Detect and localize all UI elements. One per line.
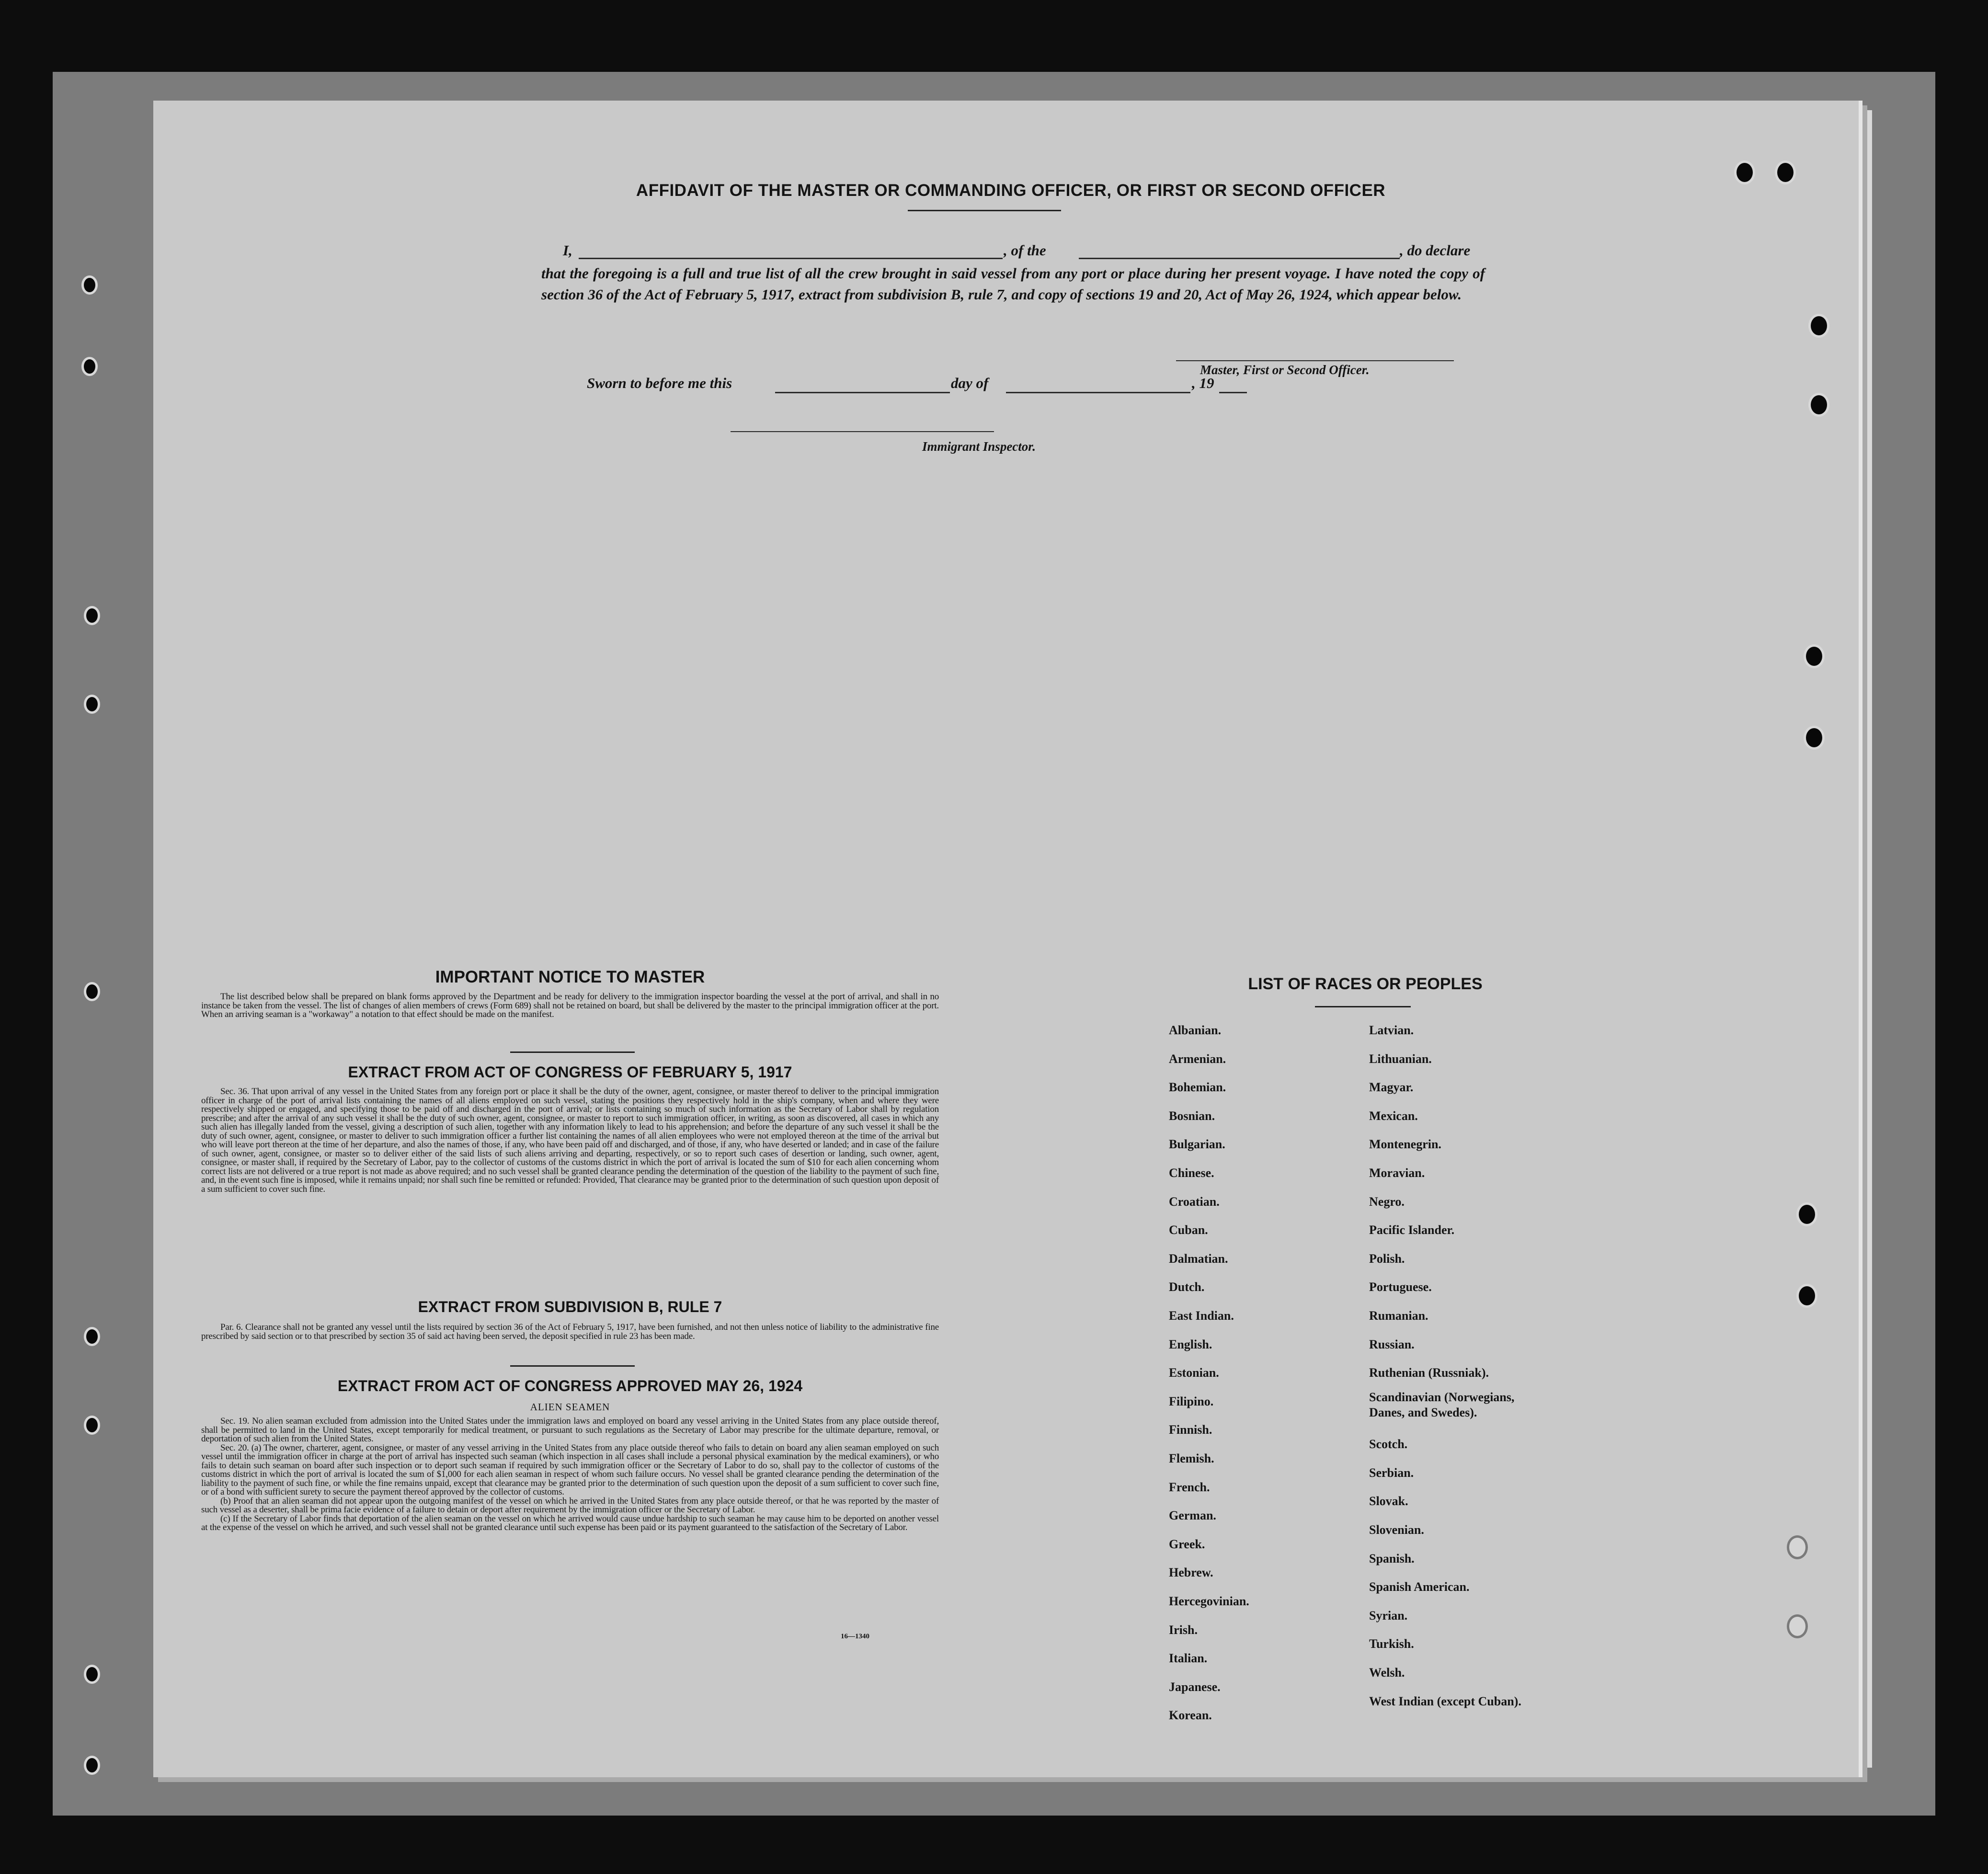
punch-hole [84,606,100,625]
page-edge [1863,110,1872,1768]
race-item: Latvian. [1369,1023,1414,1037]
punch-hole [1796,1284,1817,1308]
inspector-signature-line[interactable] [731,431,994,432]
punch-hole [1775,160,1796,184]
race-item: Slovak. [1369,1494,1408,1508]
race-item: Chinese. [1169,1166,1214,1180]
punch-hole [1808,393,1829,417]
race-item: Pacific Islander. [1369,1223,1455,1237]
notice-paragraph: The list described below shall be prepared on blank forms approved by the Department and be ready for delivery to the immigration inspector boarding the vessel at the port of arrival, and shall in no instance be taken from the vessel. The list of changes of alien members of crews (Form 689) shall not be retained on board, but shall be delivered by the master to the principal immigration officer at the port. When an arriving seaman is a "workaway" a notation to that effect should be made on the manifest. [201,992,939,1019]
race-item: German. [1169,1508,1216,1523]
race-item: East Indian. [1169,1309,1234,1323]
punch-hole [1787,1535,1808,1559]
form-number: 16—1340 [841,1633,869,1640]
sec-20a-paragraph: Sec. 20. (a) The owner, charterer, agent, consignee, or master of any vessel arriving in the United States from any place outside thereof who fails to detain on board any alien seaman employed on such vessel until the immigration officer in charge at the port of arrival has inspected such seaman (which inspection in all cases shall include a personal physical examination by the medical examiners), or who fails to detain such seaman on board after such inspection or to deport such seaman if required by such immigration officer or the Secretary of Labor to do so, shall pay to the collector of customs of the customs district in which the port of arrival is located the sum of $1,000 for each alien seaman in respect of whom such failure occurs. No vessel shall be granted clearance pending the determination of the liability to the payment of such fine, or while the fine remains unpaid, except that clearance may be granted prior to the determination of such question upon the deposit of a sum sufficient to cover such fine, or of a bond with sufficient surety to secure the payment thereof approved by the collector of customs. [201,1442,939,1497]
race-item: Estonian. [1169,1366,1219,1380]
punch-hole [84,1416,100,1435]
sworn-prefix: Sworn to before me this [587,375,732,391]
inspector-signature-label: Immigrant Inspector. [922,439,1036,454]
race-item: Greek. [1169,1537,1205,1551]
race-item: Spanish American. [1369,1580,1470,1594]
race-item: Hebrew. [1169,1565,1213,1580]
extract-1917-title: EXTRACT FROM ACT OF CONGRESS OF FEBRUARY 5, 1917 [348,1063,792,1081]
race-item: Negro. [1369,1194,1405,1209]
punch-hole [81,275,98,295]
punch-hole [1808,314,1829,338]
punch-hole [84,982,100,1001]
affidavit-i: I, [563,242,572,259]
divider [510,1365,635,1367]
race-item: English. [1169,1337,1212,1351]
race-item: Russian. [1369,1337,1415,1351]
punch-hole [84,1665,100,1684]
race-item: Japanese. [1169,1680,1221,1694]
sec-36-paragraph: Sec. 36. That upon arrival of any vessel in the United States from any foreign port or place it shall be the duty of the owner, agent, consignee, or master thereof to deliver to the principal immigration officer in charge of the port of arrival lists containing the names of all aliens employed on such vessel, stating the positions they respectively hold in the ship's company, when and where they were respectively shipped or engaged, and specifying those to be paid off and discharged in the port of arrival; or lists containing so much of such information as the Secretary of Labor shall by regulation prescribe; and after the arrival of any such vessel it shall be the duty of such owner, agent, consignee, or master to report to such immigration officer, in writing, as soon as discovered, all cases in which any such alien has illegally landed from the vessel, giving a description of such alien, together with any information likely to lead to his apprehension; and before the departure of any such vessel it shall be the duty of such owner, agent, consignee, or master to deliver to such immigration officer a further list containing the names of all alien employees who were not employed thereon at the time of the arrival but who will leave port thereon at the time of her departure, and also the names of those, if any, who have been paid off and discharged, and of those, if any, who have deserted or landed; and in case of the failure of such owner, agent, consignee, or master so to deliver either of the said lists of such aliens arriving and departing, respectively, or so to report such cases of desertion or landing, such owner, agent, consignee, or master shall, if required by the Secretary of Labor, pay to the collector of customs of the customs district in which the port of arrival is located the sum of $10 for each alien concerning whom correct lists are not delivered or a true report is not made as above required; and no such vessel shall be granted clearance pending the determination of the question of the liability to the payment of such fine, and, in the event such fine is imposed, while it remains unpaid; nor shall such fine be remitted or refunded: Provided, That clearance may be granted prior to the determination of such question upon deposit of a sum sufficient to cover such fine. [201,1086,939,1194]
race-item: Turkish. [1369,1637,1414,1651]
race-item: Bulgarian. [1169,1137,1225,1152]
punch-hole [84,695,100,714]
race-item: Filipino. [1169,1394,1214,1408]
race-item: Scandinavian (Norwegians, Danes, and Swedes). [1369,1390,1515,1419]
race-item: Italian. [1169,1651,1208,1666]
race-item: Flemish. [1169,1451,1214,1465]
punch-hole [1734,160,1755,184]
name-blank-line[interactable] [579,258,1003,259]
race-item: Welsh. [1369,1666,1405,1680]
race-item: Lithuanian. [1369,1051,1432,1066]
punch-hole [81,357,98,376]
race-item: Rumanian. [1369,1309,1428,1323]
sworn-month-blank[interactable] [1006,392,1190,393]
race-item: Polish. [1369,1251,1405,1266]
extract-1924-title: EXTRACT FROM ACT OF CONGRESS APPROVED MAY 26, 1924 [337,1377,803,1394]
punch-hole [1804,644,1825,668]
race-item: Irish. [1169,1623,1198,1637]
race-item: Spanish. [1369,1551,1415,1565]
punch-hole [1804,726,1825,750]
extract-1917-text [201,1087,939,1194]
race-item: Dalmatian. [1169,1251,1228,1266]
race-item: Mexican. [1369,1108,1418,1123]
race-item: Scotch. [1369,1437,1408,1451]
sec-20c-paragraph: (c) If the Secretary of Labor finds that deportation of the alien seaman on the vessel on which he arrived would cause undue hardship to such seaman he may cause him to be deported on another vessel at the expense of the vessel on which he arrived, and such vessel shall not be granted clearance until such expense has been paid or its payment guaranteed to the satisfaction of the Secretary of Labor. [201,1513,939,1532]
race-item: Moravian. [1369,1166,1425,1180]
race-item: Slovenian. [1369,1523,1424,1537]
par-6-paragraph: Par. 6. Clearance shall not be granted any vessel until the lists required by section 36 of the Act of February 5, 1917, have been furnished, and not then unless notice of liability to the administrative fine prescribed by said section or to that prescribed by section 35 of said act having been served, the deposit specified in rule 23 has been made. [201,1322,939,1341]
race-item: Albanian. [1169,1023,1222,1037]
sworn-day-blank[interactable] [775,392,950,393]
race-item: Korean. [1169,1708,1212,1723]
rule7-text [201,1323,939,1341]
race-item: Portuguese. [1369,1280,1432,1294]
affidavit-title: AFFIDAVIT OF THE MASTER OR COMMANDING OFFICER, OR FIRST OR SECOND OFFICER [636,181,1386,200]
race-item: Cuban. [1169,1223,1208,1237]
race-item: Hercegovinian. [1169,1594,1249,1608]
race-item: Croatian. [1169,1194,1220,1209]
sworn-day-of: day of [951,375,989,391]
affidavit-body: that the foregoing is a full and true list of all the crew brought in said vessel from any port or place during her present voyage. I have noted the copy of section 36 of the Act of February 5, 1917, extract from subdivision B, rule 7, and copy of sections 19 and 20, Act of May 26, 1924, which appear below. [541,265,1485,303]
race-item: Armenian. [1169,1051,1226,1066]
extract-1924-text [201,1417,939,1532]
race-item: Magyar. [1369,1080,1414,1095]
race-item: French. [1169,1480,1210,1494]
races-title: LIST OF RACES OR PEOPLES [1248,975,1483,993]
divider [510,1051,635,1053]
notice-text [201,993,939,1019]
punch-hole [1796,1202,1817,1226]
affidavit-of-the: , of the [1004,242,1046,259]
race-item: Bohemian. [1169,1080,1226,1095]
race-item: Syrian. [1369,1608,1408,1623]
race-item: Dutch. [1169,1280,1205,1294]
race-item: Serbian. [1369,1465,1414,1480]
race-item: Finnish. [1169,1423,1212,1437]
sworn-year-label: , 19 [1192,375,1214,391]
vessel-blank-line[interactable] [1079,258,1400,259]
rule7-title: EXTRACT FROM SUBDIVISION B, RULE 7 [418,1298,722,1315]
race-item: Ruthenian (Russniak). [1369,1366,1489,1380]
divider [908,210,1061,211]
race-item: West Indian (except Cuban). [1369,1694,1521,1708]
master-signature-line[interactable] [1176,360,1454,361]
punch-hole [1787,1614,1808,1638]
sec-19-paragraph: Sec. 19. No alien seaman excluded from admission into the United States under the immigration laws and employed on board any vessel arriving in the United States from any place outside thereof, shall be permitted to land in the United States, except temporarily for medical treatment, or pursuant to such regulations as the Secretary of Labor may prescribe for the ultimate departure, removal, or deportation of such alien from the United States. [201,1416,939,1444]
sec-20b-paragraph: (b) Proof that an alien seaman did not appear upon the outgoing manifest of the vessel on which he arrived in the United States from any place outside thereof, or that he was reported by the master of such vessel as a deserter, shall be prima facie evidence of a failure to detain or deport after requirement by the immigration officer or the Secretary of Labor. [201,1496,939,1515]
bleed-through [479,175,489,208]
punch-hole [84,1756,100,1775]
notice-title: IMPORTANT NOTICE TO MASTER [435,968,705,986]
punch-hole [84,1327,100,1346]
race-item: Montenegrin. [1369,1137,1441,1152]
race-item: Bosnian. [1169,1108,1215,1123]
sworn-year-blank[interactable] [1219,392,1247,393]
alien-seamen-subtitle: ALIEN SEAMEN [530,1401,610,1413]
affidavit-declare: , do declare [1400,242,1471,259]
master-signature-label: Master, First or Second Officer. [1200,363,1370,377]
divider [1315,1006,1411,1007]
